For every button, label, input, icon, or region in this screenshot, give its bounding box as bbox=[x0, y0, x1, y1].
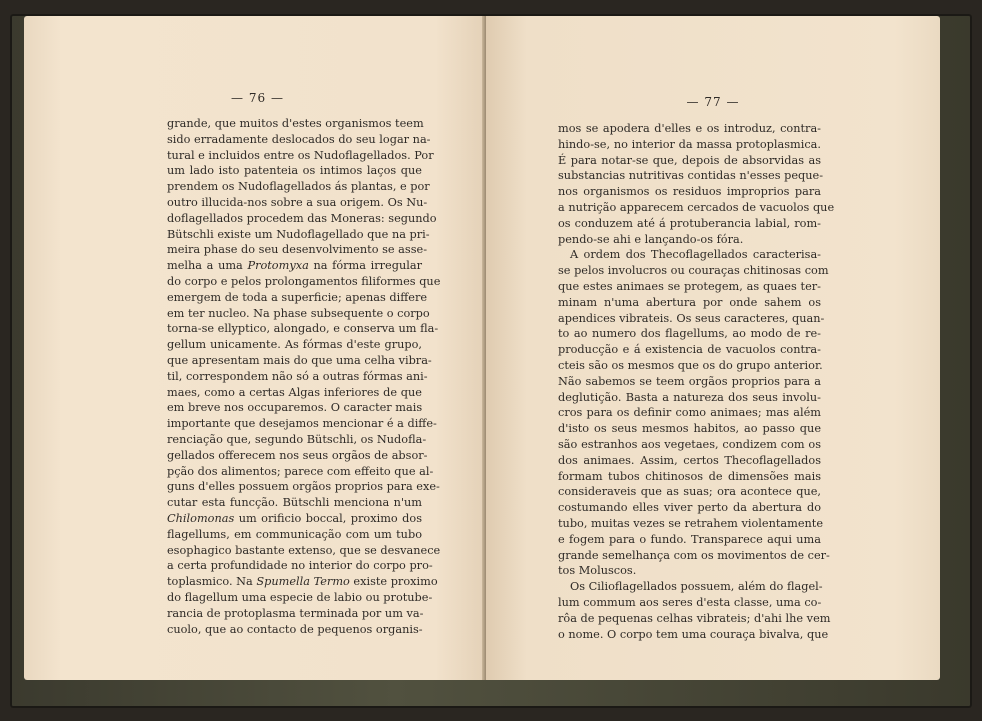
text-line: outro illucida-nos sobre a sua origem. Os Nu- bbox=[167, 195, 428, 209]
text-line: do flagellum uma especie de labio ou protube- bbox=[167, 590, 433, 604]
text-line: torna-se ellyptico, alongado, e conserva um fla- bbox=[167, 322, 439, 336]
text-line: guns d'elles possuem orgãos proprios para exe- bbox=[167, 480, 440, 494]
text-line: mos se apodera d'elles e os introduz, contra- bbox=[558, 122, 821, 135]
right-page bbox=[486, 16, 940, 680]
page-number-left: — 76 — bbox=[231, 91, 284, 105]
text-line: cros para os definir como animaes; mas além bbox=[558, 406, 821, 420]
text-line: Bütschli existe um Nudoflagellado que na pri- bbox=[167, 227, 430, 241]
text-line: que estes animaes se protegem, as quaes ter- bbox=[558, 279, 821, 293]
page-number-right: — 77 — bbox=[686, 95, 740, 109]
text-line: prendem os Nudoflagellados ás plantas, e por bbox=[167, 180, 430, 194]
text-line: o nome. O corpo tem uma couraça bivalva, que bbox=[558, 627, 829, 641]
text-line: um lado isto patenteia os intimos laços que bbox=[167, 164, 422, 178]
text-line: producção e á existencia de vacuolos contra- bbox=[558, 343, 821, 357]
left-page bbox=[24, 16, 491, 680]
text-line: esophagico bastante extenso, que se desvanece bbox=[167, 543, 441, 557]
text-line: e fogem para o fundo. Transparece aqui uma bbox=[558, 532, 821, 546]
text-line: tos Moluscos. bbox=[558, 564, 637, 578]
text-line: pendo-se ahi e lançando-os fóra. bbox=[558, 232, 744, 246]
text-line: em ter nucleo. Na phase subsequente o corpo bbox=[167, 306, 430, 320]
text-line: consideraveis que as suas; ora acontece que, bbox=[558, 485, 821, 499]
text-line: formam tubos chitinosos de dimensões mais bbox=[558, 469, 821, 483]
text-line: rôa de pequenas celhas vibrateis; d'ahi lhe vem bbox=[558, 611, 831, 625]
text-line: maes, como a certas Algas inferiores de que bbox=[167, 385, 422, 399]
text-line: grande semelhança com os movimentos de cer- bbox=[558, 548, 830, 562]
text-line: gellados offerecem nos seus orgãos de absor- bbox=[167, 448, 428, 462]
text-line: se pelos involucros ou couraças chitinosas com bbox=[558, 264, 829, 278]
text-line: A ordem dos Thecoflagellados caracterisa- bbox=[570, 248, 821, 262]
text-line: melha a uma Protomyxa na fórma irregular bbox=[167, 259, 422, 273]
text-line: Não sabemos se teem orgãos proprios para a bbox=[558, 374, 821, 388]
text-line: costumando elles viver perto da abertura do bbox=[558, 501, 821, 515]
text-line: em breve nos occuparemos. O caracter mais bbox=[167, 401, 423, 415]
text-line: sido erradamente deslocados do seu logar na- bbox=[167, 132, 431, 146]
text-line: til, correspondem não só a outras fórmas ani- bbox=[167, 369, 428, 383]
text-line: nos organismos os residuos improprios para bbox=[558, 185, 821, 199]
text-line: pção dos alimentos; parece com effeito que al- bbox=[167, 464, 434, 478]
text-line: tural e incluidos entre os Nudoflagellados. Por bbox=[167, 148, 434, 162]
text-line: renciação que, segundo Bütschli, os Nudofla- bbox=[167, 432, 427, 446]
text-line: rancia de protoplasma terminada por um va- bbox=[167, 606, 424, 620]
text-line: toplasmico. Na Spumella Termo existe proximo bbox=[167, 575, 438, 589]
text-line: É para notar-se que, depois de absorvidas as bbox=[558, 153, 821, 167]
text-line: do corpo e pelos prolongamentos filiformes que bbox=[167, 274, 441, 288]
text-line: minam n'uma abertura por onde sahem os bbox=[558, 295, 821, 309]
text-line: que apresentam mais do que uma celha vibra- bbox=[167, 353, 432, 367]
text-line: tubo, muitas vezes se retrahem violentamente bbox=[558, 516, 824, 530]
text-line: flagellums, em communicação com um tubo bbox=[167, 527, 422, 541]
text-line: lum commum aos seres d'esta classe, uma co- bbox=[558, 595, 822, 609]
text-line: importante que desejamos mencionar é a diffe- bbox=[167, 417, 437, 431]
text-line: doflagellados procedem das Moneras: segundo bbox=[167, 211, 437, 225]
text-line: a certa profundidade no interior do corpo pro- bbox=[167, 559, 433, 573]
text-line: apendices vibrateis. Os seus caracteres, quan- bbox=[558, 311, 825, 325]
text-line: meira phase do seu desenvolvimento se asse- bbox=[167, 243, 428, 257]
right-page-text bbox=[558, 121, 835, 642]
text-line: são estranhos aos vegetaes, condizem com os bbox=[558, 437, 821, 451]
text-line: dos animaes. Assim, certos Thecoflagellados bbox=[558, 453, 821, 467]
text-line: d'isto os seus mesmos habitos, ao passo que bbox=[558, 422, 821, 436]
text-line: hindo-se, no interior da massa protoplasmica. bbox=[558, 137, 821, 151]
text-line: cuolo, que ao contacto de pequenos organis- bbox=[167, 622, 423, 636]
text-line: substancias nutritivas contidas n'esses peque- bbox=[558, 169, 824, 183]
text-line: gellum unicamente. As fórmas d'este grupo, bbox=[167, 338, 422, 352]
text-line: cteis são os mesmos que os do grupo anterior. bbox=[558, 358, 823, 372]
text-line: cutar esta funcção. Bütschli menciona n'um bbox=[167, 496, 422, 510]
text-line: Chilomonas um orificio boccal, proximo dos bbox=[167, 511, 422, 525]
text-line: to ao numero dos flagellums, ao modo de re- bbox=[558, 327, 821, 341]
text-line: emergem de toda a superficie; apenas differe bbox=[167, 290, 428, 304]
text-line: grande, que muitos d'estes organismos teem bbox=[167, 117, 424, 130]
text-line: a nutrição apparecem cercados de vacuolos que bbox=[558, 200, 835, 214]
text-line: os conduzem até á protuberancia labial, rom- bbox=[558, 216, 821, 230]
text-line: Os Cilioflagellados possuem, além do flagel- bbox=[570, 580, 823, 594]
text-line: deglutição. Basta a natureza dos seus involu- bbox=[558, 390, 821, 404]
left-page-text bbox=[167, 116, 441, 637]
